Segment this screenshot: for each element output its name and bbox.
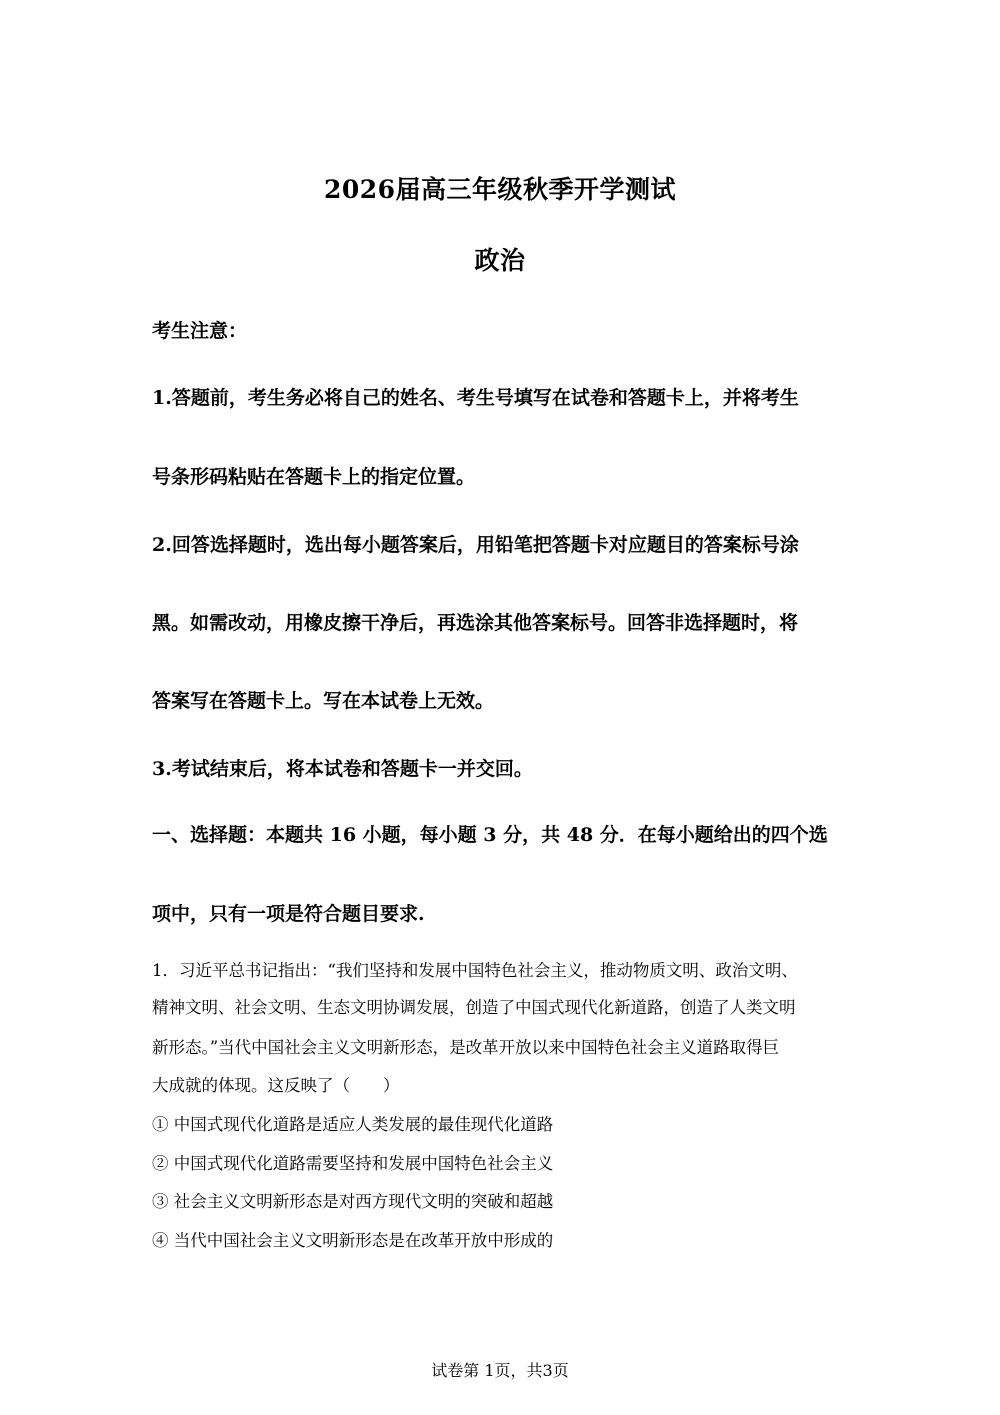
notice-line: 1.答题前，考生务必将自己的姓名、考生号填写在试卷和答题卡上，并将考生: [152, 387, 799, 409]
notice-line: 3.考试结束后，将本试卷和答题卡一并交回。: [152, 758, 533, 780]
question-stem-line: 1．习近平总书记指出：“我们坚持和发展中国特色社会主义，推动物质文明、政治文明、: [152, 961, 798, 980]
notice-line: 号条形码粘贴在答题卡上的指定位置。: [152, 466, 476, 488]
exam-title: 2026届高三年级秋季开学测试: [323, 175, 677, 204]
page-footer: 试卷第 1页，共3页: [431, 1361, 569, 1380]
notice-line: 黑。如需改动，用橡皮擦干净后，再选涂其他答案标号。回答非选择题时，将: [152, 612, 799, 634]
notice-heading: 考生注意：: [152, 320, 248, 342]
question-stem-line: 精神文明、社会文明、生态文明协调发展，创造了中国式现代化新道路，创造了人类文明: [152, 998, 796, 1017]
question-option: ③ 社会主义文明新形态是对西方现代文明的突破和超越: [152, 1192, 554, 1211]
section-instruction: 项中，只有一项是符合题目要求.: [152, 903, 425, 925]
question-stem-line: 新形态。”当代中国社会主义文明新形态，是改革开放以来中国特色社会主义道路取得巨: [152, 1038, 780, 1057]
question-option: ④ 当代中国社会主义文明新形态是在改革开放中形成的: [152, 1231, 554, 1250]
subject-title: 政治: [474, 246, 526, 275]
question-option: ① 中国式现代化道路是适应人类发展的最佳现代化道路: [152, 1115, 554, 1134]
question-option: ② 中国式现代化道路需要坚持和发展中国特色社会主义: [152, 1154, 554, 1173]
question-stem-line: 大成就的体现。这反映了（ ）: [152, 1076, 400, 1095]
section-instruction: 一、选择题：本题共 16 小题，每小题 3 分，共 48 分．在每小题给出的四个选: [152, 824, 828, 846]
notice-line: 2.回答选择题时，选出每小题答案后，用铅笔把答题卡对应题目的答案标号涂: [152, 534, 799, 556]
notice-line: 答案写在答题卡上。写在本试卷上无效。: [152, 690, 495, 712]
